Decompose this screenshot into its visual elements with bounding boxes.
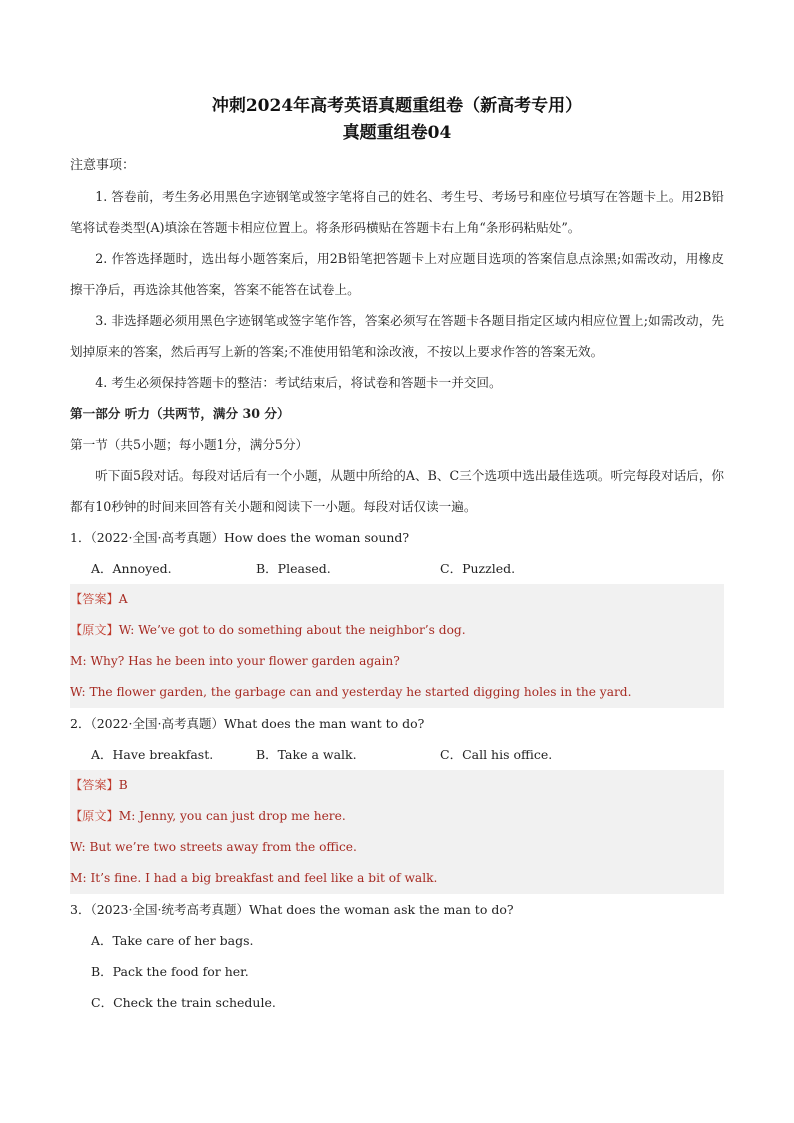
question-2-answer-block: [70, 770, 724, 894]
script-line: M: It’s fine. I had a big breakfast and feel like a bit of walk.: [70, 871, 438, 885]
answer-tag: 【答案】: [70, 592, 119, 606]
script-text: M: Jenny, you can just drop me here.: [118, 809, 346, 823]
notice-item-4: 4. 考生必须保持答题卡的整洁：考试结束后，将试卷和答题卡一并交回。: [95, 375, 502, 390]
option-a: A．Have breakfast.: [91, 747, 214, 762]
option-c: C．Check the train schedule.: [91, 995, 276, 1010]
answer-value: A: [118, 592, 128, 606]
script-line: [70, 615, 724, 646]
script-line: W: But we’re two streets away from the office.: [70, 840, 357, 854]
question-2-stem: 2．（2022·全国·高考真题）What does the man want to do?: [70, 716, 425, 731]
notice-item-1: 1. 答卷前，考生务必用黑色字迹钢笔或签字笔将自己的姓名、考生号、考场号和座位号填写在答题卡上。用2B铅笔将试卷类型(A)填涂在答题卡相应位置上。将条形码横贴在答题卡右上角“条形码粘贴处”。: [70, 189, 724, 235]
answer-line: [70, 770, 724, 801]
script-tag: 【原文】: [70, 623, 119, 637]
option-a: A．Take care of her bags.: [91, 933, 254, 948]
script-line: [70, 801, 724, 832]
option-c: C．Puzzled.: [440, 561, 516, 576]
question-2-options: [70, 739, 724, 770]
option-b: B．Take a walk.: [256, 747, 357, 762]
option-b: B．Pleased.: [256, 561, 331, 576]
page-title: 冲刺2024年高考英语真题重组卷（新高考专用）: [211, 96, 583, 116]
notice-item-2: 2. 作答选择题时，选出每小题答案后，用2B铅笔把答题卡上对应题目选项的答案信息点涂黑;如需改动，用橡皮擦干净后，再选涂其他答案，答案不能答在试卷上。: [70, 251, 724, 297]
option-a: A．Annoyed.: [91, 561, 172, 576]
answer-tag: 【答案】: [70, 778, 119, 792]
section1-instructions: 听下面5段对话。每段对话后有一个小题，从题中所给的A、B、C三个选项中选出最佳选项。听完每段对话后，你都有10秒钟的时间来回答有关小题和阅读下一小题。每段对话仅读一遍。: [70, 468, 724, 514]
section1-heading: 第一节（共5小题；每小题1分，满分5分）: [70, 437, 309, 452]
answer-value: B: [118, 778, 128, 792]
script-line: M: Why? Has he been into your flower garden again?: [70, 654, 400, 668]
exam-page: [70, 92, 724, 1018]
notice-heading: 注意事项：: [70, 158, 136, 173]
script-tag: 【原文】: [70, 809, 119, 823]
notice-item-3: 3. 非选择题必须用黑色字迹钢笔或签字笔作答，答案必须写在答题卡各题目指定区域内相应位置上;如需改动，先划掉原来的答案，然后再写上新的答案;不准使用铅笔和涂改液，不按以上要求作答的答案无效。: [70, 313, 724, 359]
page-subtitle: 真题重组卷04: [342, 123, 452, 143]
option-b: B．Pack the food for her.: [91, 964, 249, 979]
part1-heading: 第一部分 听力（共两节，满分 30 分）: [70, 406, 290, 421]
question-1-options: [70, 553, 724, 584]
script-text: W: We’ve got to do something about the neighbor’s dog.: [118, 623, 466, 637]
question-1-answer-block: [70, 584, 724, 708]
answer-line: [70, 584, 724, 615]
question-3-stem: 3．（2023·全国·统考高考真题）What does the woman ask the man to do?: [70, 902, 514, 917]
question-1-stem: 1．（2022·全国·高考真题）How does the woman sound?: [70, 530, 410, 545]
option-c: C．Call his office.: [440, 747, 553, 762]
script-line: W: The flower garden, the garbage can and yesterday he started digging holes in the yard.: [70, 685, 632, 699]
